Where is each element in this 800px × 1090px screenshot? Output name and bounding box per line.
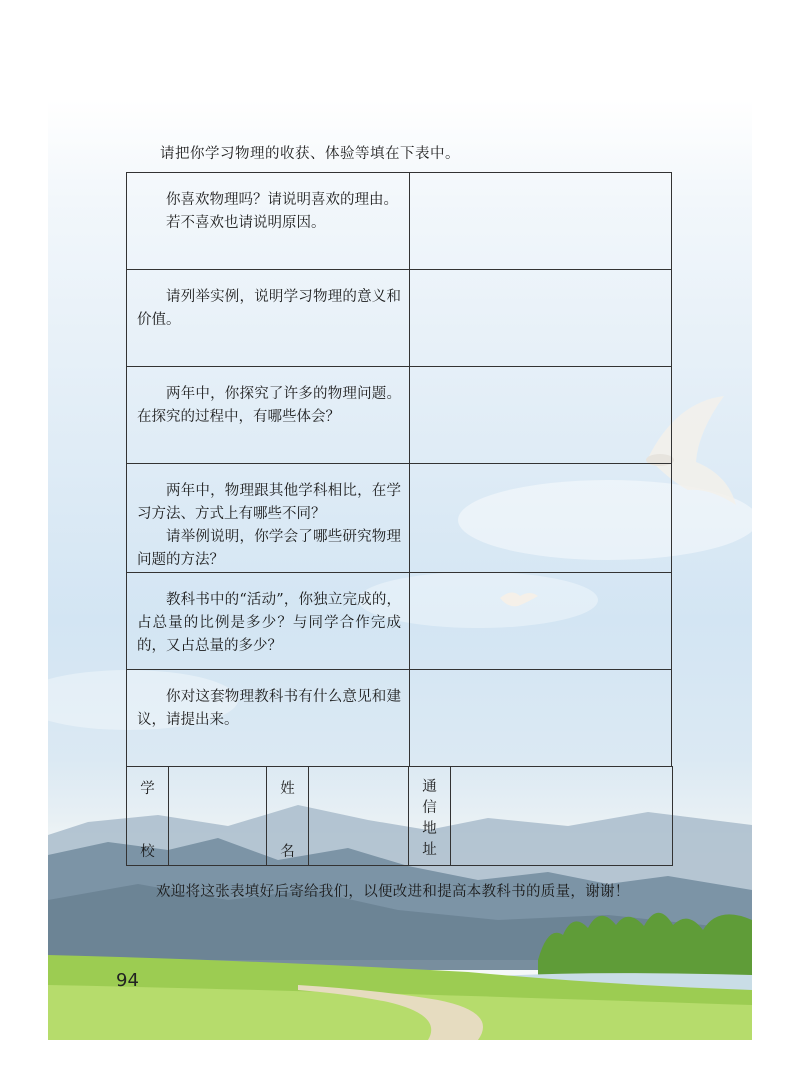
question-text: 两年中，物理跟其他学科相比，在学习方法、方式上有哪些不同？ [137, 483, 401, 522]
address-field[interactable] [451, 767, 673, 866]
textbook-page [48, 0, 752, 1040]
answer-cell[interactable] [410, 670, 672, 767]
question-text: 你喜欢物理吗？请说明喜欢的理由。 [166, 192, 398, 208]
question-cell [127, 173, 410, 270]
info-table [126, 766, 673, 866]
question-row [127, 464, 672, 573]
question-cell [127, 670, 410, 767]
answer-cell[interactable] [410, 573, 672, 670]
question-cell [127, 270, 410, 367]
question-text: 请列举实例，说明学习物理的意义和价值。 [137, 289, 401, 328]
question-row [127, 367, 672, 464]
answer-cell[interactable] [410, 367, 672, 464]
answer-cell[interactable] [410, 173, 672, 270]
question-text: 若不喜欢也请说明原因。 [166, 215, 326, 231]
question-text: 两年中，你探究了许多的物理问题。在探究的过程中，有哪些体会？ [137, 386, 401, 425]
survey-table [126, 172, 672, 767]
question-text: 你对这套物理教科书有什么意见和建议，请提出来。 [137, 689, 401, 728]
answer-cell[interactable] [410, 270, 672, 367]
question-text: 教科书中的“活动”，你独立完成的，占总量的比例是多少？与同学合作完成的，又占总量的多少？ [137, 592, 401, 654]
question-row [127, 270, 672, 367]
name-label: 姓 名 [267, 767, 309, 866]
question-cell [127, 573, 410, 670]
info-row [127, 767, 673, 866]
school-label: 学 校 [127, 767, 169, 866]
name-field[interactable] [309, 767, 409, 866]
question-row [127, 573, 672, 670]
question-cell [127, 464, 410, 573]
question-row [127, 173, 672, 270]
question-row [127, 670, 672, 767]
school-field[interactable] [169, 767, 267, 866]
intro-text: 请把你学习物理的收获、体验等填在下表中。 [160, 146, 460, 162]
question-text: 请举例说明，你学会了哪些研究物理问题的方法？ [137, 529, 401, 568]
address-label: 通 信 地 址 [409, 767, 451, 866]
question-cell [127, 367, 410, 464]
answer-cell[interactable] [410, 464, 672, 573]
footer-text: 欢迎将这张表填好后寄给我们，以便改进和提高本教科书的质量，谢谢！ [156, 884, 630, 900]
page-number: 94 [116, 970, 139, 991]
